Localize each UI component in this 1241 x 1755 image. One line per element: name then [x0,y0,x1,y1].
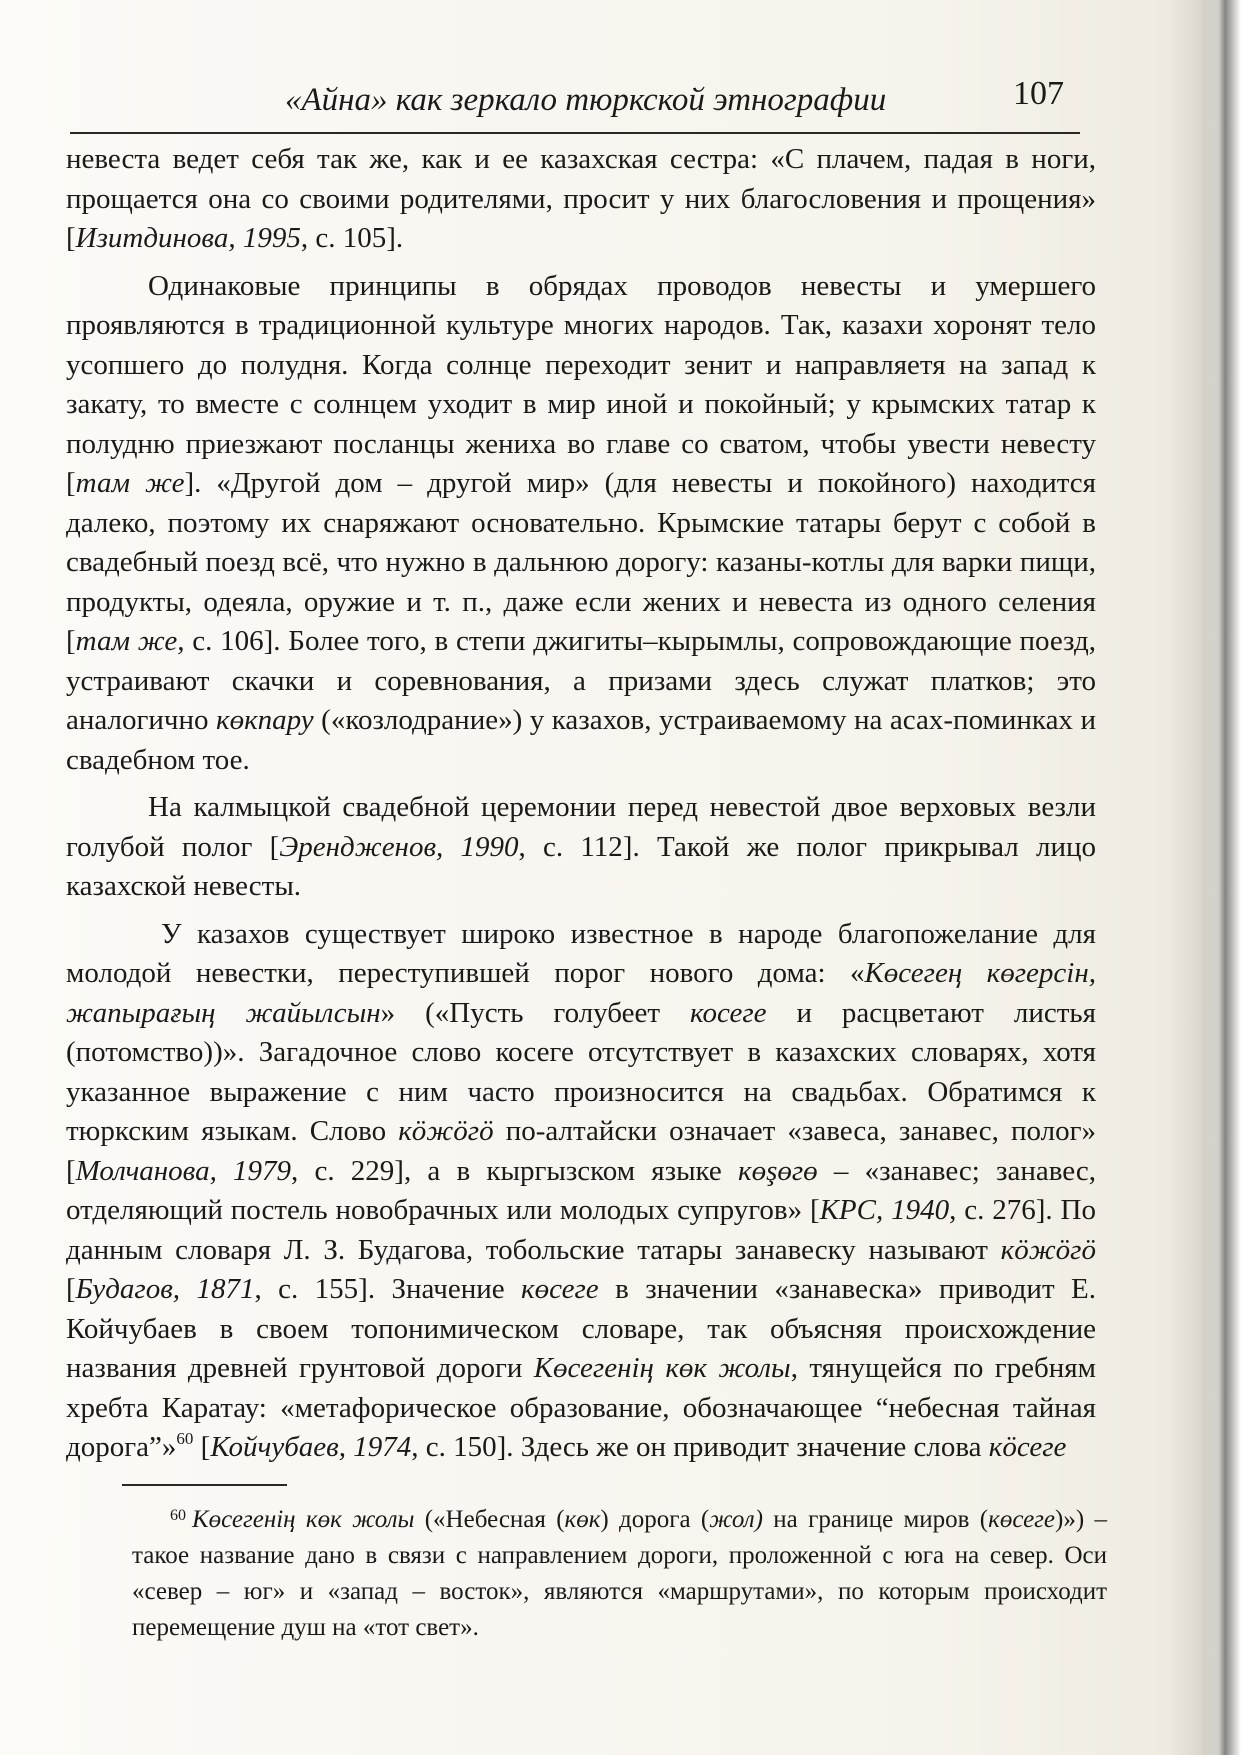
italic-term: Көсегең көгерсін, жапырағың жайылсын [66,957,1096,1029]
citation: Молчанова, 1979 [75,1154,292,1187]
italic-term: көşөгө [738,1154,818,1187]
text-run: и расцветают листья (потомство))». Загадочное слово косеге отсутствует в казахских словарях, хотя указанное выражение с ним часто произносится на свадьбах. Обратимся к тюркским языкам. Слово [66,996,1096,1147]
page-header [70,75,1080,134]
text-run: с. 106]. Более того, в степи джигиты–кырымлы, сопровождающие поезд, устраивают скачки и соревнования, а призами здесь служат платков; это аналогично [66,625,1096,736]
text-run: в значении «занавеска» приводит Е. Койчубаев в своем топонимическом словаре, так объясняя происхождение названия древней грунтовой дороги [66,1273,1096,1384]
text-run: , с. 155]. Значение [254,1273,522,1305]
italic-term: Көсегенің көк жолы [533,1352,791,1384]
italic-term: көкпару [216,704,314,736]
paragraph-1 [66,140,1096,259]
italic-term: кӧжӧгӧ [398,1115,494,1147]
footnote-ref: 60 [176,1429,194,1448]
text-run: ]. «Другой дом – другой мир» (для невесты и покойного) находится далеко, поэтому их снаряжают основательно. Крымские татары берут с собой в свадебный поезд всё, что нужно в дальнюю дорогу: казаны-котлы для варки пищи, продукты, одеяла, оружие и т. п., даже если жених и невеста из одного селения [ [66,467,1096,657]
italic-term: косеге [690,996,767,1029]
italic-term: кӧсеге [988,1431,1067,1463]
page-number: 107 [1013,75,1064,112]
citation: там же [75,467,185,499]
italic-term: кӧжӧгӧ [1000,1233,1096,1266]
running-title: «Айна» как зеркало тюркской этнографии [285,82,887,118]
italic-term: Көсегенің көк жолы [192,1506,415,1533]
citation: Будагов, 1871 [75,1273,255,1305]
paragraph-2 [66,267,1096,781]
italic-term: жол) [709,1506,763,1533]
italic-term: көсеге [521,1273,599,1305]
text-run: На калмыцкой свадебной церемонии перед невестой двое верховых везли голубой полог [ [66,791,1096,863]
text-run: [ [66,1273,76,1305]
footnote-60 [132,1498,1107,1646]
text-run: Одинаковые принципы в обрядах проводов невесты и умершего проявляются в традиционной культуре многих народов. Так, казахи хоронят тело усопшего до полудня. Когда солнце переходит зенит и направляетя на запад к закату, то вместе с солнцем уходит в мир иной и покойный; у крымских татар к полудню приезжают посланцы жениха во главе со сватом, чтобы увести невесту [ [66,269,1096,499]
text-run: , с. 150]. Здесь же он приводит значение слова [411,1431,989,1463]
footnote-rule [122,1484,287,1486]
text-run: [ [193,1431,211,1463]
footnote-mark: 60 [170,1507,186,1524]
text-run: » («Пусть голубеет [380,996,691,1029]
text-run: , тянущейся по гребням хребта Каратау: «метафорическое образование, обозначающее “небесная тайная дорога”» [66,1352,1096,1463]
text-run: , с. 105]. [300,222,404,254]
paragraph-3 [66,788,1096,907]
text-run: невеста ведет себя так же, как и ее казахская сестра: «С плачем, падая в ноги, прощается она со своими родителями, просит у них благословения и прощения» [ [66,143,1096,254]
paragraph-4 [66,915,1096,1468]
text-run: («козлодрание») у казахов, устраиваемому на асах-поминках и свадебном тое. [66,704,1096,776]
text-run: по-алтайски означает «завеса, занавес, полог» [ [66,1115,1096,1187]
text-run: – «занавес; занавес, отделяющий постель новобрачных или молодых супругов» [ [66,1154,1096,1226]
binding-shadow [1201,0,1241,1755]
text-run: ) дорога ( [600,1506,710,1533]
text-run: («Небесная ( [414,1506,565,1533]
header-rule [70,132,1080,134]
text-run: на границе миров ( [763,1506,989,1533]
italic-term: көсеге [988,1506,1056,1533]
text-run: , с. 276]. По данным словаря Л. З. Будагова, тобольские татары занавеску называют [66,1194,1096,1266]
text-run: , с. 229], а в кыргызском языке [291,1154,738,1187]
italic-term: көк [564,1506,601,1533]
citation: КРС, 1940 [819,1194,950,1226]
main-text [66,140,1096,1468]
citation: Койчубаев, 1974 [210,1431,412,1463]
text-run: У казахов существует широко известное в народе благопожелание для молодой невестки, переступившей порог нового дома: « [66,917,1096,989]
footnotes [132,1498,1107,1646]
citation: Эренджeнов, 1990 [279,830,519,863]
citation: Изитдинова, 1995 [75,222,301,254]
text-run: , с. 112]. Такой же полог прикрывал лицо казахской невесты. [66,830,1096,902]
text-run: )») – такое название дано в связи с направлением дороги, проложенной с юга на север. Оси «север – юг» и «запад – восток», являются «маршрутами», по которым происходит перемещение душ на «тот свет». [132,1506,1108,1641]
citation: там же, [75,625,185,657]
